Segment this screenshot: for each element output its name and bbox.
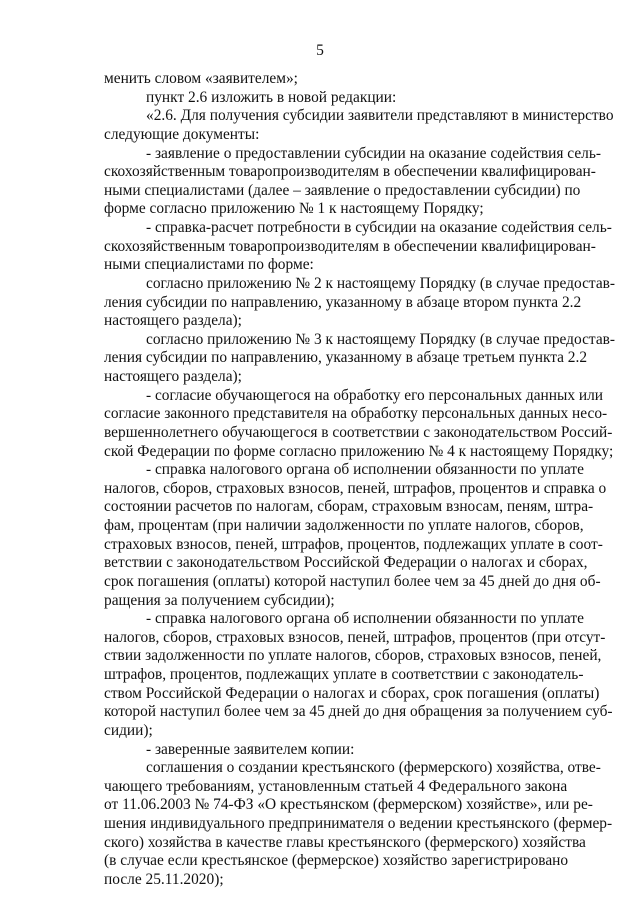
text-line: шения индивидуального предпринимателя о ведении крестьянского (фермер- bbox=[104, 815, 613, 832]
text-line: ством Российской Федерации о налогах и сборах, срок погашения (оплаты) bbox=[104, 684, 600, 702]
text-line: скохозяйственным товаропроизводителям в обеспечении квалифицирован- bbox=[104, 237, 596, 255]
text-line: - справка-расчет потребности в субсидии на оказание содействия сель- bbox=[146, 219, 612, 236]
text-line: - справка налогового органа об исполнении обязанности по уплате bbox=[146, 461, 584, 479]
text-line: (в случае если крестьянское (фермерское) хозяйство зарегистрировано bbox=[104, 852, 569, 870]
text-line: менить словом «заявителем»; bbox=[104, 70, 298, 87]
text-line: срок погашения (оплаты) которой наступил более чем за 45 дней до дня об- bbox=[104, 572, 601, 590]
text-line: ской Федерации по форме согласно приложению № 4 к настоящему Порядку; bbox=[104, 442, 614, 460]
text-line: ления субсидии по направлению, указанному в абзаце втором пункта 2.2 bbox=[104, 293, 582, 311]
document-body bbox=[104, 70, 616, 890]
text-line: чающего требованиям, установленным статьей 4 Федерального закона bbox=[104, 777, 568, 795]
text-line: «2.6. Для получения субсидии заявители представляют в министерство bbox=[146, 107, 614, 125]
text-line: состоянии расчетов по налогам, сборам, страховым взносам, пеням, штра- bbox=[104, 498, 594, 516]
text-line: согласно приложению № 3 к настоящему Порядку (в случае предостав- bbox=[146, 330, 616, 348]
text-line: ными специалистами по форме: bbox=[104, 256, 314, 274]
text-line: - заявление о предоставлении субсидии на оказание содействия сель- bbox=[146, 144, 601, 162]
text-line: налогов, сборов, страховых взносов, пеней, штрафов, процентов (при отсут- bbox=[104, 628, 606, 646]
text-line: фам, процентам (при наличии задолженности по уплате налогов, сборов, bbox=[104, 517, 584, 534]
text-line: согласно приложению № 2 к настоящему Порядку (в случае предостав- bbox=[146, 274, 616, 292]
text-line: ращения за получением субсидии); bbox=[104, 591, 335, 609]
text-line: ского) хозяйства в качестве главы крестьянского (фермерского) хозяйства bbox=[104, 833, 586, 851]
text-line: соглашения о создании крестьянского (фермерского) хозяйства, отве- bbox=[146, 759, 601, 777]
text-line: следующие документы: bbox=[104, 125, 260, 143]
text-line: ления субсидии по направлению, указанному в абзаце третьем пункта 2.2 bbox=[104, 349, 588, 367]
text-line: скохозяйственным товаропроизводителям в обеспечении квалифицирован- bbox=[104, 163, 596, 181]
text-line: штрафов, процентов, подлежащих уплате в соответствии с законодатель- bbox=[104, 666, 584, 683]
text-line: - заверенные заявителем копии: bbox=[146, 740, 355, 758]
text-line: настоящего раздела); bbox=[104, 368, 242, 385]
text-line: от 11.06.2003 № 74-ФЗ «О крестьянском (фермерском) хозяйстве», или ре- bbox=[104, 796, 593, 814]
text-line: сидии); bbox=[104, 721, 153, 739]
text-line: форме согласно приложению № 1 к настоящему Порядку; bbox=[104, 200, 484, 218]
text-line: настоящего раздела); bbox=[104, 312, 242, 330]
text-line: ветствии с законодательством Российской Федерации о налогах и сборах, bbox=[104, 554, 588, 572]
text-line: после 25.11.2020); bbox=[104, 870, 224, 888]
text-line: пункт 2.6 изложить в новой редакции: bbox=[146, 88, 397, 106]
page-number: 5 bbox=[316, 42, 324, 59]
text-line: ными специалистами (далее – заявление о предоставлении субсидии) по bbox=[104, 181, 581, 199]
text-line: вершеннолетнего обучающегося в соответствии с законодательством Россий- bbox=[104, 423, 613, 441]
text-line: - справка налогового органа об исполнении обязанности по уплате bbox=[146, 610, 584, 628]
text-line: согласие законного представителя на обработку персональных данных несо- bbox=[104, 405, 608, 423]
text-line: - согласие обучающегося на обработку его персональных данных или bbox=[146, 386, 604, 404]
text-line: ствии задолженности по уплате налогов, сборов, страховых взносов, пеней, bbox=[104, 647, 602, 665]
text-line: которой наступил более чем за 45 дней до дня обращения за получением суб- bbox=[104, 703, 613, 721]
text-line: налогов, сборов, страховых взносов, пеней, штрафов, процентов и справка о bbox=[104, 479, 607, 497]
text-line: страховых взносов, пеней, штрафов, процентов, подлежащих уплате в соот- bbox=[104, 535, 603, 553]
